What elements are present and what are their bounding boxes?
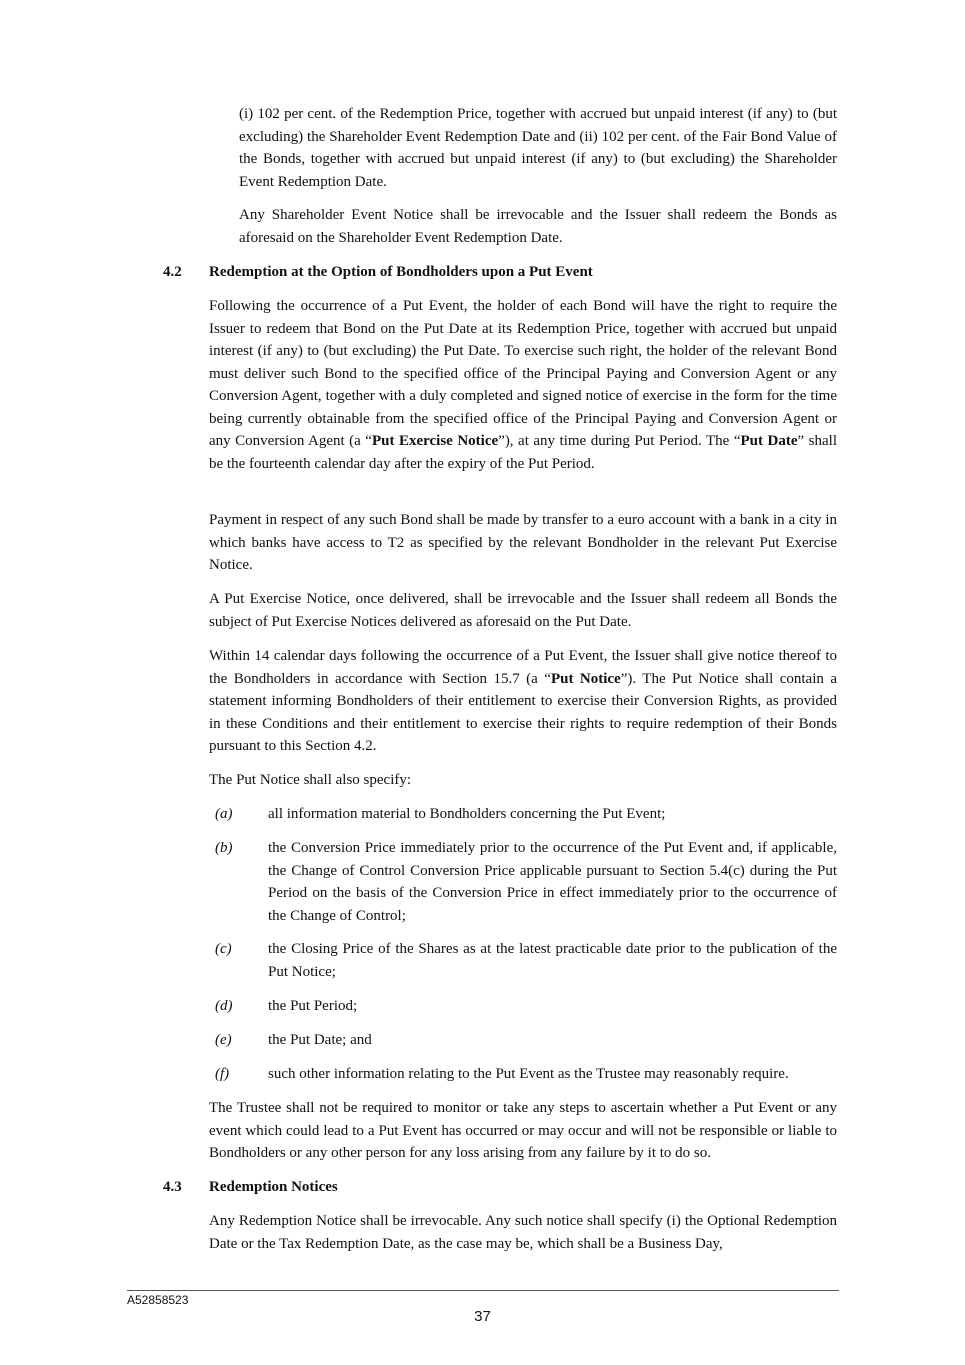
document-reference: A52858523 [127, 1293, 189, 1307]
section-number: 4.2 [163, 264, 182, 280]
footer-divider [127, 1290, 839, 1291]
defined-term: Put Exercise Notice [371, 433, 499, 449]
section-4-2-paragraph-1: Following the occurrence of a Put Event, the holder of each Bond will have the right to require the Issuer to redeem that Bond on the Put Date at its Redemption Price, together with accrued but unpaid interest (if any) to (but excluding) the Put Date. To exercise such right, the holder of the relevant Bond must deliver such Bond to the specified office of the Principal Paying and Conversion Agent or any Conversion Agent, together with a duly completed and signed notice of exercise in the form for the time being currently obtainable from the specified office of the Principal Paying and Conversion Agent or any Conversion Agent (a “Put Exercise Notice”), at any time during Put Period. The “Put Date” shall be the fourteenth calendar day after the expiry of the Put Period. [209, 298, 837, 472]
section-heading-4-3 [163, 1176, 863, 1199]
section-heading-4-2 [163, 261, 863, 284]
intro-paragraph-2: Any Shareholder Event Notice shall be irrevocable and the Issuer shall redeem the Bonds as aforesaid on the Shareholder Event Redemption Date. [239, 207, 837, 246]
document-page: (i) 102 per cent. of the Redemption Price, together with accrued but unpaid interest (if any) to (but excluding) the Shareholder Event Redemption Date and (ii) 102 per cent. of the Fair Bond Value of the Bonds, together with accrued but unpaid interest (if any) to (but excluding) the Shareholder Event Redemption Date. Any Shareholder Event Notice shall be irrevocable and the Issuer shall redeem the Bonds as aforesaid on the Shareholder Event Redemption Date. 4.2 Redemption at the Option of Bondholders upon a Put Event Following the occurrence of a Put Event, the holder of each Bond will have the right to require the Issuer to redeem that Bond on the Put Date at its Redemption Price, together with accrued but unpaid interest (if any) to (but excluding) the Put Date. To exercise such right, the holder of the relevant Bond must deliver such Bond to the specified office of the Principal Paying and Conversion Agent or any Conversion Agent, together with a duly completed and signed notice of exercise in the form for the time being currently obtainable from the specified office of the Principal Paying and Conversion Agent or any Conversion Agent (a “Put Exercise Notice”), at any time during Put Period. The “Put Date” shall be the fourteenth calendar day after the expiry of the Put Period. Payment in respect of any such Bond shall be made by transfer to a euro account with a bank in a city in which banks have access to T2 as specified by the relevant Bondholder in the relevant Put Exercise Notice. A Put Exercise Notice, once delivered, shall be irrevocable and the Issuer shall redeem all Bonds the subject of Put Exercise Notices delivered as aforesaid on the Put Date. Within 14 calendar days following the occurrence of a Put Event, the Issuer shall give notice thereof to the Bondholders in accordance with Section 15.7 (a “Put Notice”). The Put Notice shall contain a statement informing Bondholders of their entitlement to exercise their Conversion Rights, as provided in these Conditions and their entitlement to exercise their rights to require redemption of their Bonds pursuant to this Section 4.2. The Put Notice shall also specify: (a) all information material to Bondholders concerning the Put Event; (b) the Conversion Price immediately prior to the occurrence of the Put Event and, if applicable, the Change of Control Conversion Price applicable pursuant to Section 5.4(c) during the Put Period on the basis of the Conversion Price in effect immediately prior to the occurrence of the Change of Control; (c) the Closing Price of the Shares as at the latest practicable date prior to the publication of the Put Notice; (d) the Put Period; (e) the Put Date; and (f) such other information relating to the Put Event as the Trustee may reasonably require. The Trustee shall not be required to monitor or take any steps to ascertain whether a Put Event or any event which could lead to a Put Event has occurred or may occur and will not be responsible or liable to Bondholders or any other person for any loss arising from any failure by it to do so. 4.3 Redemption Notices Any Redemption Notice shall be irrevocable. Any such notice shall specify (i) the Optional Redemption Date or the Tax Redemption Date, as the case may be, which shall be a Business Day, A52858523 37 [0, 0, 965, 1365]
defined-term: Put Date [740, 433, 798, 449]
section-4-2-paragraph-5: The Put Notice shall also specify: [209, 772, 412, 788]
section-title: Redemption Notices [209, 1179, 338, 1195]
section-4-2-paragraph-4: Within 14 calendar days following the occurrence of a Put Event, the Issuer shall give notice thereof to the Bondholders in accordance with Section 15.7 (a “Put Notice”). The Put Notice shall contain a statement informing Bondholders of their entitlement to exercise their Conversion Rights, as provided in these Conditions and their entitlement to exercise their rights to require redemption of their Bonds pursuant to this Section 4.2. [209, 648, 837, 754]
page-number: 37 [474, 1308, 491, 1325]
intro-paragraph-1: (i) 102 per cent. of the Redemption Price, together with accrued but unpaid interest (if any) to (but excluding) the Shareholder Event Redemption Date and (ii) 102 per cent. of the Fair Bond Value of the Bonds, together with accrued but unpaid interest (if any) to (but excluding) the Shareholder Event Redemption Date. [239, 106, 837, 190]
section-title: Redemption at the Option of Bondholders upon a Put Event [209, 264, 593, 280]
section-number: 4.3 [163, 1179, 182, 1195]
section-4-2-paragraph-2: Payment in respect of any such Bond shall be made by transfer to a euro account with a bank in a city in which banks have access to T2 as specified by the relevant Bondholder in the relevant Put Exercise Notice. [209, 512, 837, 573]
section-4-2-paragraph-6: The Trustee shall not be required to monitor or take any steps to ascertain whether a Put Event or any event which could lead to a Put Event has occurred or may occur and will not be responsible or liable to Bondholders or any other person for any loss arising from any failure by it to do so. [209, 1100, 837, 1161]
section-4-3-paragraph-1: Any Redemption Notice shall be irrevocable. Any such notice shall specify (i) the Optional Redemption Date or the Tax Redemption Date, as the case may be, which shall be a Business Day, [209, 1213, 837, 1252]
section-4-2-paragraph-3: A Put Exercise Notice, once delivered, shall be irrevocable and the Issuer shall redeem all Bonds the subject of Put Exercise Notices delivered as aforesaid on the Put Date. [209, 591, 837, 630]
defined-term: Put Notice [550, 670, 621, 687]
